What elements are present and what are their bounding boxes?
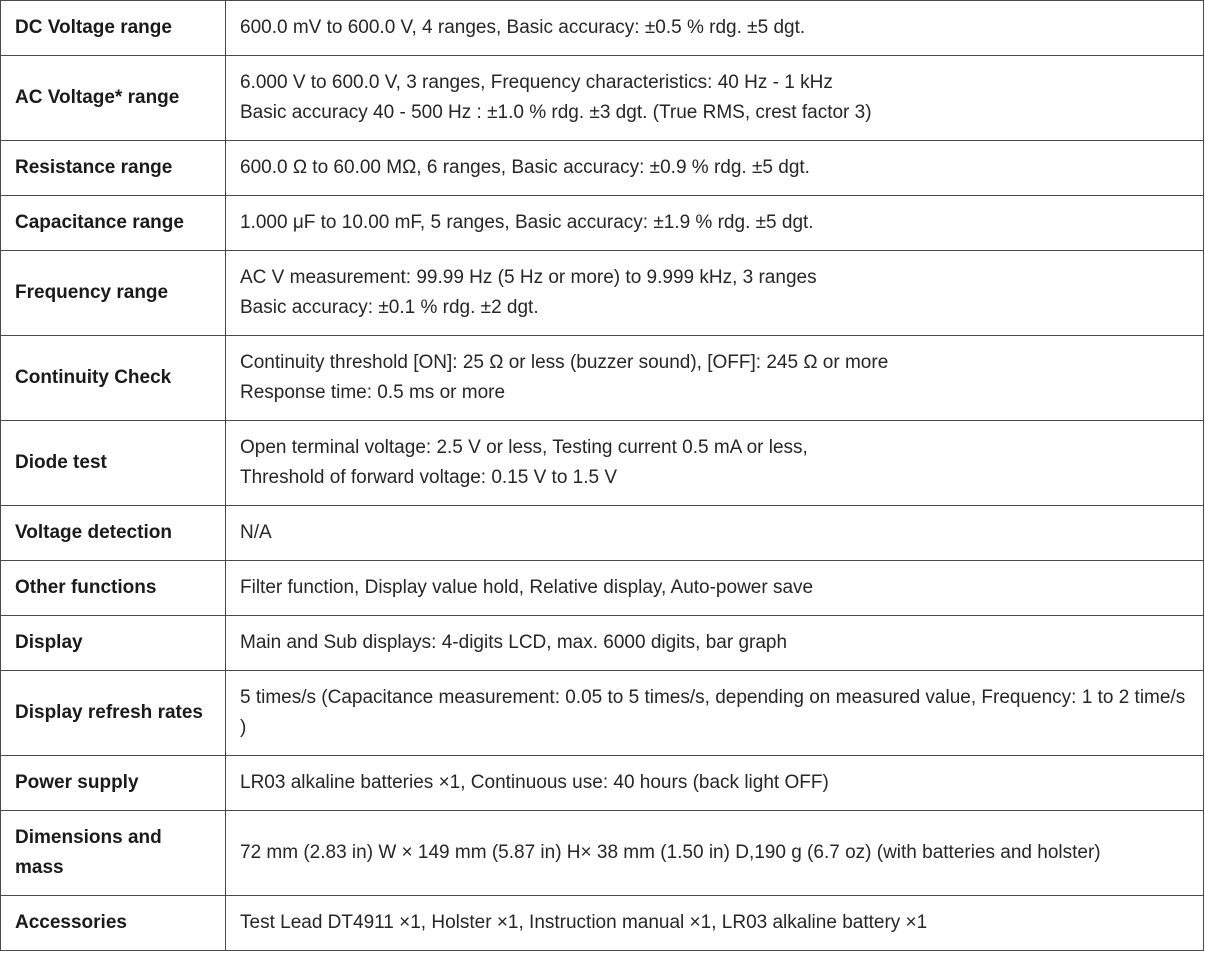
spec-value: [226, 141, 1204, 196]
spec-label: Power supply: [1, 756, 226, 811]
spec-value: [226, 506, 1204, 561]
spec-value-line: 1.000 μF to 10.00 mF, 5 ranges, Basic accuracy: ±1.9 % rdg. ±5 dgt.: [240, 212, 814, 233]
spec-value: [226, 196, 1204, 251]
spec-value: [226, 56, 1204, 141]
spec-value-line: 5 times/s (Capacitance measurement: 0.05 to 5 times/s, depending on measured value, Frequency: 1 to 2 time/s ): [240, 687, 1186, 738]
spec-value: [226, 561, 1204, 616]
spec-row-display-refresh: [1, 671, 1204, 756]
spec-value-line: 600.0 mV to 600.0 V, 4 ranges, Basic accuracy: ±0.5 % rdg. ±5 dgt.: [240, 17, 806, 38]
spec-value-line: N/A: [240, 522, 272, 543]
spec-label: Other functions: [1, 561, 226, 616]
spec-value-line: Basic accuracy: ±0.1 % rdg. ±2 dgt.: [240, 297, 539, 318]
spec-value-line: Open terminal voltage: 2.5 V or less, Testing current 0.5 mA or less,: [240, 437, 808, 458]
spec-value: [226, 671, 1204, 756]
spec-row-dimensions: [1, 811, 1204, 896]
spec-value-line: 600.0 Ω to 60.00 MΩ, 6 ranges, Basic accuracy: ±0.9 % rdg. ±5 dgt.: [240, 157, 810, 178]
spec-row-accessories: [1, 896, 1204, 951]
spec-label: Resistance range: [1, 141, 226, 196]
spec-value-line: Filter function, Display value hold, Relative display, Auto-power save: [240, 577, 814, 598]
spec-label: Diode test: [1, 421, 226, 506]
spec-value-line: Threshold of forward voltage: 0.15 V to 1.5 V: [240, 467, 618, 488]
spec-label: AC Voltage* range: [1, 56, 226, 141]
spec-row-ac-voltage: [1, 56, 1204, 141]
spec-value: [226, 896, 1204, 951]
spec-row-continuity: [1, 336, 1204, 421]
spec-value: [226, 251, 1204, 336]
spec-value-line: 72 mm (2.83 in) W × 149 mm (5.87 in) H× 38 mm (1.50 in) D,190 g (6.7 oz) (with batteries and holster): [240, 842, 1101, 863]
spec-row-display: [1, 616, 1204, 671]
spec-value: [226, 616, 1204, 671]
spec-value: [226, 421, 1204, 506]
spec-value-line: 6.000 V to 600.0 V, 3 ranges, Frequency characteristics: 40 Hz - 1 kHz: [240, 72, 833, 93]
spec-value: [226, 811, 1204, 896]
spec-value-line: Basic accuracy 40 - 500 Hz : ±1.0 % rdg. ±3 dgt. (True RMS, crest factor 3): [240, 102, 872, 123]
spec-label: Continuity Check: [1, 336, 226, 421]
spec-row-frequency: [1, 251, 1204, 336]
spec-value-line: AC V measurement: 99.99 Hz (5 Hz or more) to 9.999 kHz, 3 ranges: [240, 267, 817, 288]
spec-label: Display: [1, 616, 226, 671]
spec-row-resistance: [1, 141, 1204, 196]
spec-row-dc-voltage: [1, 1, 1204, 56]
spec-value-line: Response time: 0.5 ms or more: [240, 382, 506, 403]
spec-label: DC Voltage range: [1, 1, 226, 56]
spec-value-line: LR03 alkaline batteries ×1, Continuous use: 40 hours (back light OFF): [240, 772, 829, 793]
spec-label: Capacitance range: [1, 196, 226, 251]
spec-label: Voltage detection: [1, 506, 226, 561]
spec-label: Accessories: [1, 896, 226, 951]
spec-label: Frequency range: [1, 251, 226, 336]
spec-row-capacitance: [1, 196, 1204, 251]
spec-row-diode: [1, 421, 1204, 506]
spec-value: [226, 756, 1204, 811]
spec-label: Dimensions and mass: [1, 811, 226, 896]
spec-row-voltage-detection: [1, 506, 1204, 561]
spec-value-line: Test Lead DT4911 ×1, Holster ×1, Instruction manual ×1, LR03 alkaline battery ×1: [240, 912, 928, 933]
spec-value-line: Main and Sub displays: 4-digits LCD, max. 6000 digits, bar graph: [240, 632, 788, 653]
spec-label: Display refresh rates: [1, 671, 226, 756]
spec-row-power-supply: [1, 756, 1204, 811]
spec-row-other-functions: [1, 561, 1204, 616]
spec-value: [226, 336, 1204, 421]
spec-value-line: Continuity threshold [ON]: 25 Ω or less (buzzer sound), [OFF]: 245 Ω or more: [240, 352, 889, 373]
spec-value: [226, 1, 1204, 56]
